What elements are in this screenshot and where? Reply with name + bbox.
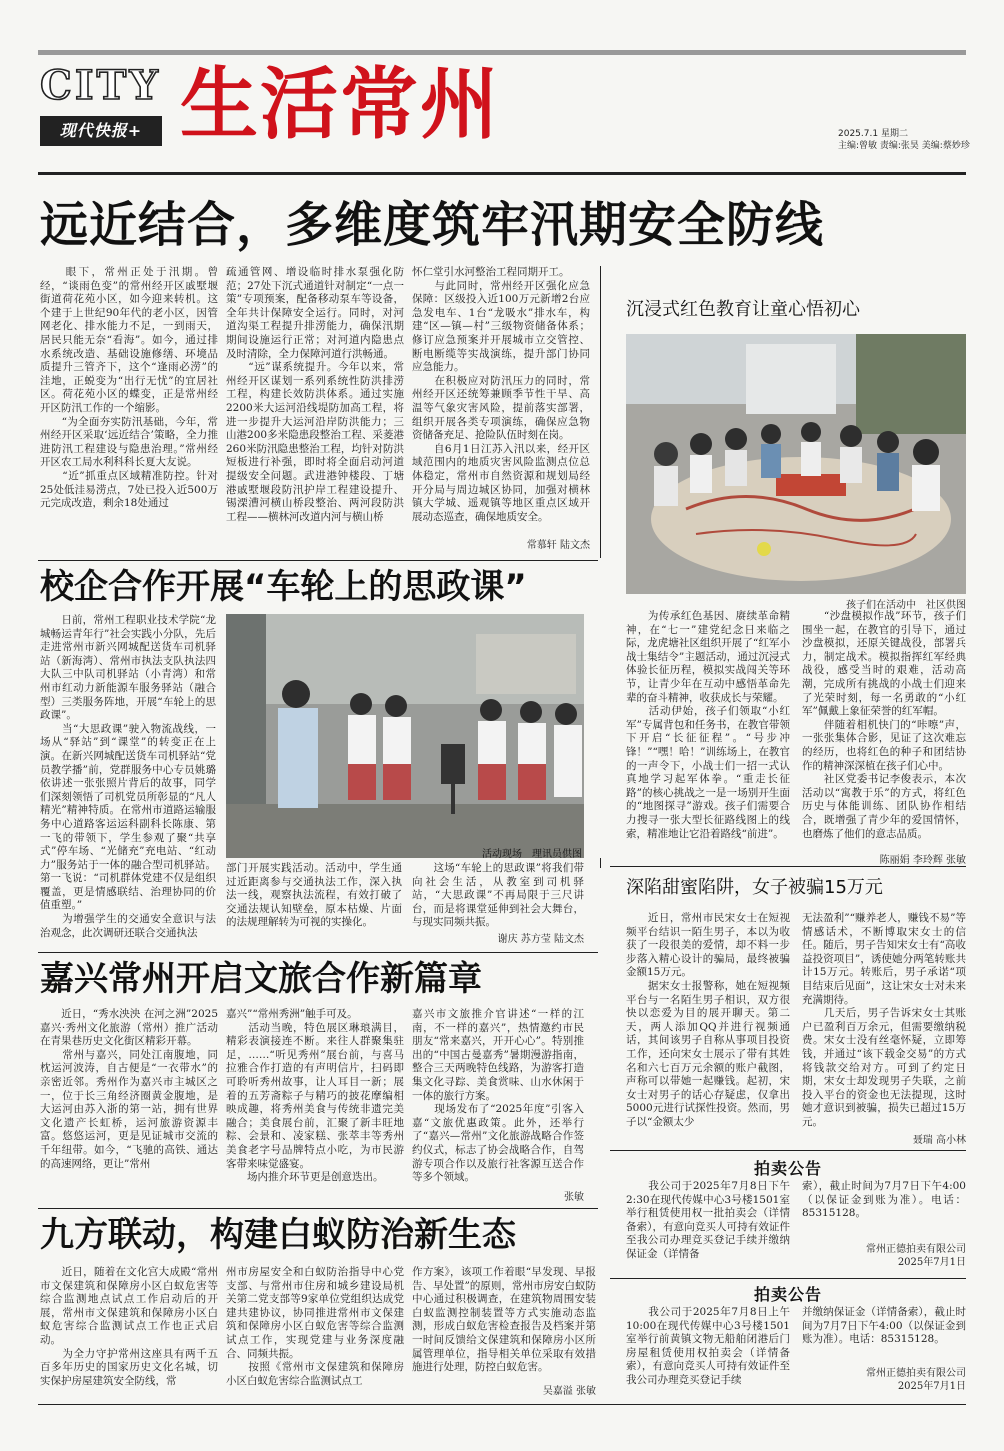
- auction2-company: 常州正德拍卖有限公司: [866, 1368, 966, 1379]
- a4-top-rule: [610, 866, 966, 867]
- a1-col3: 怀仁堂引水河整治工程同期开工。 与此同时，常州经开区强化应急保障：区级投入近100万元新增2台应急发电车、1台“龙吸水”排水车，构建“区—镇—村”三级物资储备体系；修订应急预案并开展城市立交管控、断电断缆等实战演练，提升部门协同应急能力。 在积极应对防汛压力的同时，常州经开区还统筹兼顾季节性干旱、高温等气象灾害风险，提前落实部署，组织开展各类专项演练，确保应急物资储备充足、抢险队伍时刻在岗。 自6月1日江苏入汛以来，经开区域范围内的地质灾害风险监测点位总体稳定，常州市自然资源和规划局经开分局与周边城区协同，加强对横林镇大学城、遥观镇等地区重点区域开展动态巡查，确保地质安全。: [412, 266, 590, 523]
- auction2-col1: 我公司于2025年7月8日上午10:00在现代传媒中心3号楼1501室举行前黄镇文物无船舶闭港后门房屋租赁使用权拍卖会（详情备索），有意向竞买人可持有效证件至我公司办理竞买登记手续: [626, 1306, 790, 1386]
- column-separator: [600, 266, 601, 558]
- a2-col2: “沙盘模拟作战”环节，孩子们围坐一起，在教官的引导下，通过沙盘模拟，还原关键战役，部署兵力，制定战术。模拟指挥红军经典战役，感受当时的艰难，活动高潮，完成所有挑战的小战士们迎来了光荣时刻，每一名勇敢的“小红军”佩戴上象征荣誉的红军帽。 伴随着相机快门的“咔嚓”声，一张张集体合影，见证了这次难忘的经历，也将红色的种子和团结协作的精神深深植在孩子们心中。 社区党委书记李俊表示，本次活动以“寓教于乐”的方式，将红色历史与体能训练、团队协作相结合，既增强了青少年的爱国情怀，也磨炼了他们的意志品质。: [802, 610, 966, 840]
- a3-caption: 活动现场 理讯员供图: [482, 849, 582, 860]
- auction2-top-rule: [610, 1278, 966, 1279]
- auction1-date: 2025年7月1日: [897, 1257, 966, 1268]
- a6-byline: 吴嘉溢 张敏: [542, 1386, 596, 1397]
- masthead-city: CITY: [40, 62, 161, 109]
- students-field-visit-photo: [226, 614, 584, 858]
- staff-credits: 主编:曾敏 责编:张昊 美编:蔡妙珍: [838, 141, 970, 151]
- a3-byline: 谢庆 苏方莹 陆文杰: [497, 934, 584, 945]
- a4-byline: 聂瑞 高小林: [912, 1135, 966, 1146]
- a6-top-rule: [38, 1208, 598, 1209]
- a2-col1: 为传承红色基因、赓续革命精神，在“七一”建党纪念日来临之际，龙虎塘社区组织开展了“红军小战士集结令”主题活动，通过沉浸式体验长征历程，模拟实战闯关等环节，让青少年在互动中感悟革命先辈的奋斗精神，收获成长与荣耀。 活动伊始，孩子们领取“小红军”专属背包和任务书，在教官带领下开启“长征征程”。“号步冲锋！”“嘿！哈！”训练场上，在教官的一声令下，小战士们一招一式认真地学习起军体拳。“重走长征路”的核心挑战之一是一场别开生面的“地图探寻”游戏。孩子们需要合力搜寻一张大型长征路线图上的线索，精准地让它沿着路线“前进”。: [626, 610, 790, 840]
- a5-headline: 嘉兴常州开启文旅合作新篇章: [40, 959, 482, 999]
- auction1-title: 拍卖公告: [753, 1159, 822, 1178]
- dateline: [838, 128, 970, 152]
- a3-col3: 这场“车轮上的思政课”将我们带向社会生活，从教室到司机驿站，“大思政课”不再局限于三尺讲台，而是将课堂延伸到社会大舞台，与现实同频共振。: [412, 862, 584, 929]
- a2-caption: 孩子们在活动中 社区供图: [846, 600, 966, 611]
- a4-col2: 无法盈利”“赚养老人，赚钱不易”等情感话术，不断博取宋女士的信任。随后，男子告知宋女士有“高收益投资项目”，诱使她分两笔转账共计15万元。转账后，男子承诺“项目结束后见面”，这让宋女士对未来充满期待。 几天后，男子告诉宋女士其账户已盈利百万余元，但需要缴纳税费。宋女士没有丝毫怀疑，立即筹钱，并通过“该下载金交易”的方式将钱款交给对方。可到了约定日期，宋女士却发现男子失联，之前投入平台的资金也无法提现，这时她才意识到被骗，损失已超过15万元。: [802, 912, 966, 1128]
- auction2-title: 拍卖公告: [753, 1285, 822, 1304]
- a6-headline: 九方联动，构建白蚁防治新生态: [40, 1215, 516, 1255]
- auction1-top-rule: [610, 1150, 966, 1151]
- masthead-top-rule: [38, 50, 966, 55]
- section-title: 生活常州: [180, 59, 501, 150]
- column-separator-2: [600, 858, 601, 868]
- issue-date: 2025.7.1 星期二: [838, 129, 908, 139]
- a5-col2: 嘉兴”“常州秀洲”触手可及。 活动当晚，特色展区琳琅满目，精彩表演接连不断。来往人群聚集驻足，……“听见秀州”展台前，与喜马拉雅合作打造的有声明信片，扫码即可聆听秀州故事，让人耳目一新；展着的五芳斋粽子与精巧的披花摩编相映成趣，将秀州美食与传统非遗完美融合；美食展台前，汇聚了新丰旺地粽、会景和、凌家糕、张萃丰等秀州美食老字号品牌特点小吃，为市民游客带来味觉盛宴。 场内推介环节更是创意迭出。: [226, 1008, 404, 1184]
- a1-col2: 疏通管网、增设临时排水泵强化防范；27处下沉式通道针对制定“一点一策”专项预案，配备移动泵车等设备，全年共计保障安全运行。同时，对河道沟渠工程提升排涝能力，确保汛期期间设施运行正常；对河道内隐患点及时清除，全力保障河道行洪畅通。 “远”谋系统提升。今年以来，常州经开区谋划一系列系统性防洪排涝工程，构建长效防洪体系。通过实施2200米大运河沿线堤防加高工程，将进一步提升大运河沿岸防洪能力；三山港200多米隐患段整治工程、采菱港260米防汛隐患整治工程，均针对防洪短板进行补强，即时将全面启动河道提级安全问题。武进港钟楼段、丁塘港戚墅堰段防汛护岸工程建设提升、锡溧漕河横山桥段整治、两河段防洪工程——横林河改道内河与横山桥: [226, 266, 404, 523]
- a5-top-rule: [38, 952, 598, 953]
- auction2-date: 2025年7月1日: [897, 1381, 966, 1392]
- auction1-company: 常州正德拍卖有限公司: [866, 1244, 966, 1255]
- children-activity-photo: [626, 334, 966, 594]
- a3-headline: 校企合作开展“车轮上的思政课”: [40, 567, 527, 607]
- page-bottom-rule: [38, 1404, 966, 1405]
- a1-byline: 常慕轩 陆文杰: [526, 540, 590, 551]
- a6-col1: 近日，随着在文化宫大成殿“常州市文保建筑和保障房小区白蚁危害等综合监测地点试点工作启动后的开展，常州市文保建筑和保障房小区白蚁危害综合监测试点工作也正式启动。 为全力守护常州这座具有两千五百多年历史的国家历史文化名城，切实保护房屋建筑安全防线，常: [40, 1266, 218, 1387]
- a5-col1: 近日，“秀水泱泱 在河之洲”2025嘉兴·秀州文化旅游（常州）推广活动在青果巷历史文化街区精彩开幕。 常州与嘉兴，同处江南腹地，同枕运河波涛，自古便是“一衣带水”的亲密近邻。秀州作为嘉兴市主城区之一，位于长三角经济圈黄金腹地，是大运河由苏入浙的第一站，拥有世界文化遗产长虹桥，运河旅游资源丰富。悠悠运河，更是见证城市交流的千年纽带。如今，“飞驰的高铁、通达的高速网络，更让”常州: [40, 1008, 218, 1170]
- a3-col1: 日前，常州工程职业技术学院“龙城畅运青年行”社会实践小分队，先后走进常州市新兴网城配送货车司机驿站（新海湾）、常州市执法支队执法四大队三中队司机驿站（小青湾）和常州市红动力新能源车服务驿站（融合型）三类服务阵地，开展“车轮上的思政课”。 当“大思政课”驶入物流战线，一场从“驿站”到“课堂”的转变正在上演。在新兴网城配送货车司机驿站“党员教学播”前，党群服务中心专员姚璐依讲述一张张照片背后的故事，同学们深刻领悟了司机党员所彰显的“凡人精光”精神特质。在常州市道路运输服务中心道路客运运科副科长陈康、第一飞的带领下，学生参观了聚“共享式”停车场、“光储充”充电站、“红动力”服务站于一体的融合型司机驿站。第一飞说：“司机群体党建不仅是组织覆盖，更是情感联结、治理协同的价值重塑。” 为增强学生的交通安全意识与法治观念，此次调研还联合交通执法: [40, 614, 216, 939]
- a1-col1: 眼下，常州正处于汛期。曾经，“谈雨色变”的常州经开区戚墅堰街道荷花苑小区，如今迎来转机。这个建于上世纪90年代的老小区，因管网老化、排水能力不足，一到雨天，居民只能无奈“看海”。如今，通过排水系统改造、基础设施修缮、环境品质提升三管齐下，这个“逢雨必涝”的洼地，正蜕变为“出行无忧”的宜居社区。荷花苑小区的蝶变，正是常州经开区防汛工作的一个缩影。 “为全面夯实防汛基础，今年，常州经开区采取‘远近结合’策略，全力推进防汛工程建设与隐患治理。”常州经开区农工局水利科科长夏大友说。 “近”抓重点区域精准防控。针对25处低洼易涝点，7处已投入近500万元完成改造，剩余18处通过: [40, 266, 218, 510]
- masthead-bottom-rule: [38, 172, 966, 175]
- a4-headline: 深陷甜蜜陷阱，女子被骗15万元: [626, 877, 883, 898]
- a3-top-rule: [38, 560, 598, 561]
- a6-col3: 作方案》，该项工作着眼“早发现、早报告、早处置”的原则，常州市房安白蚁防中心通过积极调查，在建筑物周围安装白蚁监测控制装置等方式实施动态监测，形成白蚁危害检查报告及档案并第一时间反馈给文保建筑和保障房小区所属管理单位，指导相关单位采取有效措施进行处理，防控白蚁危害。: [412, 1266, 596, 1374]
- a5-col3: 嘉兴市文旅推介官讲述“一样的江南，不一样的嘉兴”，热情邀约市民朋友“常来嘉兴，开开心心”。特别推出的“中国古曼嘉秀”暑期漫游指南，整合三天两晚特色线路，为游客打造集文化寻踪、美食赏味、山水休闲于一体的旅行方案。 现场发布了“2025年度”引客入嘉“文旅优惠政策。此外，还举行了“嘉兴—常州”文化旅游战略合作签约仪式，标志了协会战略合作，自驾游专项合作以及旅行社客源互送合作等多个领域。: [412, 1008, 584, 1184]
- a1-headline: 远近结合，多维度筑牢汛期安全防线: [40, 197, 825, 253]
- a3-col2: 部门开展实践活动。活动中，学生通过近距离参与交通执法工作，深入执法一线，观察执法流程，有效打破了交通法规认知壁垒，原本枯燥、片面的法规理解转为可视的实操化。: [226, 862, 402, 929]
- a2-byline: 陈丽娟 李玲辉 张敏: [879, 855, 966, 866]
- a4-col1: 近日，常州市民宋女士在短视频平台结识一陌生男子，本以为收获了一段很美的爱情，却不料一步步落入精心设计的骗局，最终被骗金额15万元。 据宋女士报警称，她在短视频平台与一名陌生男子相识，双方很快以恋爱为目的展开聊天。第二天，两人添加QQ并进行视频通话，其间该男子自称从事项目投资工作，还向宋女士展示了带有其姓名和六七百万元余额的账户截图，声称可以带她一起赚钱。起初，宋女士对男子的话心存疑虑，仅拿出5000元进行试探性投资。然而，男子以“金额太少: [626, 912, 790, 1128]
- auction2-col2: 并缴纳保证金（详情备索），截止时间为7月7日下午4:00（以保证金到账为准）。电话：85315128。: [802, 1306, 966, 1346]
- a2-headline: 沉浸式红色教育让童心悟初心: [626, 299, 860, 320]
- auction1-col1: 我公司于2025年7月8日下午2:30在现代传媒中心3号楼1501室举行租赁使用权一批拍卖会（详情备索），有意向竞买人可持有效证件至我公司办理竞买登记手续并缴纳保证金（详情备: [626, 1180, 790, 1260]
- paper-logo: 现代快报+: [40, 116, 162, 146]
- a6-col2: 州市房屋安全和白蚁防治指导中心党支部、与常州市住房和城乡建设局机关第二党支部等9家单位党组织达成党建共建协议，协同推进常州市文保建筑和保障房小区白蚁危害等综合监测试点工作，实现党建与业务深度融合、同频共振。 按照《常州市文保建筑和保障房小区白蚁危害综合监测试点工: [226, 1266, 404, 1387]
- auction1-col2: 索），截止时间为7月7日下午4:00（以保证金到账为准）。电话：85315128。: [802, 1180, 966, 1220]
- a5-byline: 张敏: [564, 1192, 584, 1203]
